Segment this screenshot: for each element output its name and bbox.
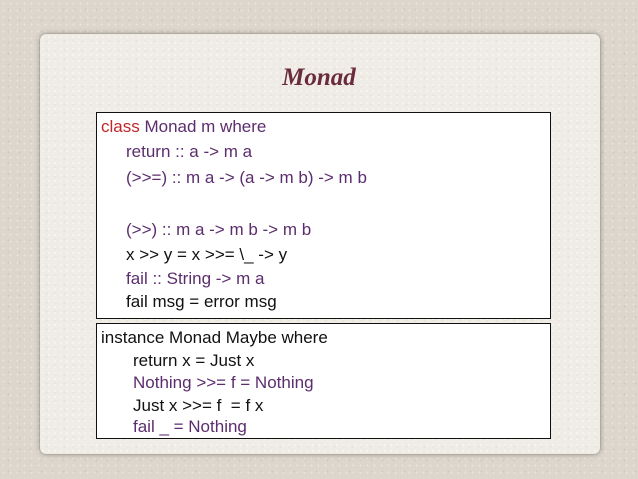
slide-title: Monad <box>282 64 356 91</box>
instance-line-bind-just: Just x >>= f = f x <box>133 396 264 415</box>
instance-header: instance Monad Maybe where <box>101 328 328 347</box>
code-line-return-signature: return :: a -> m a <box>126 142 253 161</box>
instance-line-fail: fail _ = Nothing <box>133 417 247 436</box>
class-header-rest: Monad m where <box>139 117 267 136</box>
class-header <box>101 117 266 137</box>
code-line-then-definition: x >> y = x >>= \_ -> y <box>126 245 288 264</box>
code-line-fail-signature: fail :: String -> m a <box>126 269 265 288</box>
code-line-bind-signature: (>>=) :: m a -> (a -> m b) -> m b <box>126 168 367 187</box>
code-line-then-signature: (>>) :: m a -> m b -> m b <box>126 220 312 239</box>
instance-line-bind-nothing: Nothing >>= f = Nothing <box>133 373 314 392</box>
instance-line-return: return x = Just x <box>133 351 255 370</box>
code-line-fail-definition: fail msg = error msg <box>126 292 277 311</box>
class-keyword: class <box>101 117 140 136</box>
